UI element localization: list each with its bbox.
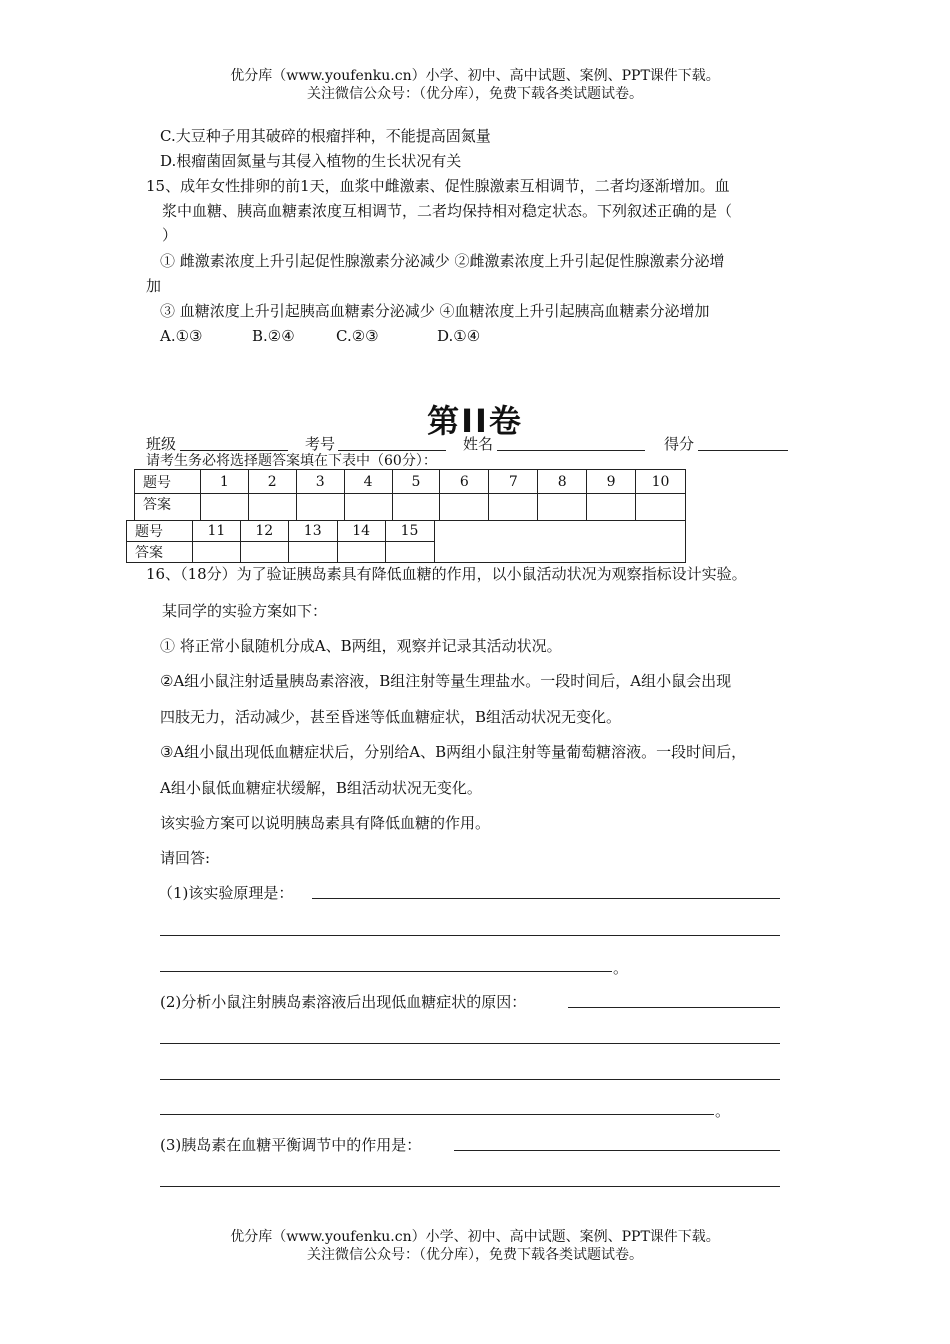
q15-choice-b: B.②④ (252, 327, 295, 345)
q16-step-1: ① 将正常小鼠随机分成A、B两组，观察并记录其活动状况。 (160, 637, 562, 655)
info-score-label: 得分 (664, 435, 695, 453)
table2-answer-cell[interactable] (337, 542, 385, 563)
table1-number: 10 (636, 470, 686, 494)
info-name-blank[interactable] (497, 450, 645, 451)
q16-sub2-answer-line[interactable] (568, 1007, 780, 1008)
q16-sub2-label: (2)分析小鼠注射胰岛素溶液后出现低血糖症状的原因： (160, 993, 527, 1011)
table1-number: 8 (538, 470, 587, 494)
table1-answer-cell[interactable] (538, 494, 587, 521)
table2-number: 11 (192, 521, 240, 542)
q15-choice-a: A.①③ (160, 327, 203, 345)
answer-table-instruction: 请考生务必将选择题答案填在下表中（60分）： (146, 453, 437, 469)
q15-stem-line-2: 浆中血糖、胰高血糖素浓度互相调节，二者均保持相对稳定状态。下列叙述正确的是（ (162, 202, 733, 220)
q15-statements-3-4: ③ 血糖浓度上升引起胰高血糖素分泌减少 ④血糖浓度上升引起胰高血糖素分泌增加 (160, 302, 710, 320)
table1-answer-cell[interactable] (636, 494, 686, 521)
footer-line-1: 优分库（www.youfenku.cn）小学、初中、高中试题、案例、PPT课件下载。 (230, 1229, 720, 1245)
table2-answer-cell[interactable] (192, 542, 240, 563)
table1-number-row-label: 题号 (135, 470, 201, 494)
info-exam-number-blank[interactable] (338, 450, 446, 451)
table1-answer-cell[interactable] (587, 494, 636, 521)
table2-answer-row-label: 答案 (127, 542, 193, 563)
q16-sub1-label: （1)该实验原理是： (158, 884, 294, 902)
answer-table-1 (134, 469, 686, 521)
q16-sub3-label: (3)胰岛素在血糖平衡调节中的作用是： (160, 1136, 422, 1154)
table1-number: 7 (489, 470, 538, 494)
table1-number: 1 (200, 470, 248, 494)
table1-answer-row-label: 答案 (135, 494, 201, 521)
table2-answer-cell[interactable] (240, 542, 288, 563)
q16-prompt: 请回答: (160, 849, 211, 867)
section-title: 第II卷 (427, 402, 523, 440)
info-score-blank[interactable] (698, 450, 788, 451)
q16-step-3-line-2: A组小鼠低血糖症状缓解，B组活动状况无变化。 (160, 779, 482, 797)
table2-number: 12 (240, 521, 288, 542)
table1-answer-cell[interactable] (392, 494, 440, 521)
table2-number-row-label: 题号 (127, 521, 193, 542)
q15-statements-1-2: ① 雌激素浓度上升引起促性腺激素分泌减少 ②雌激素浓度上升引起促性腺激素分泌增 (160, 252, 725, 270)
q16-intro: 16、（18分）为了验证胰岛素具有降低血糖的作用，以小鼠活动状况为观察指标设计实验。 (146, 565, 747, 583)
q16-sub1-answer-line[interactable] (160, 971, 612, 972)
q16-sub1-period: 。 (613, 959, 629, 977)
table1-answer-cell[interactable] (296, 494, 344, 521)
q16-sub1-answer-line[interactable] (312, 898, 780, 899)
q16-step-2-line-1: ②A组小鼠注射适量胰岛素溶液，B组注射等量生理盐水。一段时间后，A组小鼠会出现 (160, 672, 732, 690)
table1-answer-cell[interactable] (440, 494, 489, 521)
header-line-2: 关注微信公众号：（优分库），免费下载各类试题试卷。 (307, 86, 643, 102)
q16-step-2-line-2: 四肢无力，活动减少，甚至昏迷等低血糖症状，B组活动状况无变化。 (160, 708, 622, 726)
table2-answer-cell[interactable] (288, 542, 337, 563)
q15-choice-d: D.①④ (437, 327, 481, 345)
info-class-blank[interactable] (180, 450, 288, 451)
table1-number: 4 (344, 470, 392, 494)
q14-option-d: D.根瘤菌固氮量与其侵入植物的生长状况有关 (160, 152, 462, 170)
table1-answer-cell[interactable] (489, 494, 538, 521)
table1-number: 6 (440, 470, 489, 494)
table1-number: 9 (587, 470, 636, 494)
q16-plan: 某同学的实验方案如下： (162, 602, 328, 620)
header-line-1: 优分库（www.youfenku.cn）小学、初中、高中试题、案例、PPT课件下载。 (230, 68, 720, 84)
q16-sub2-answer-line[interactable] (160, 1079, 780, 1080)
table1-number: 3 (296, 470, 344, 494)
table1-number: 2 (248, 470, 296, 494)
q16-sub3-answer-line[interactable] (454, 1150, 780, 1151)
info-exam-number-label: 考号 (305, 435, 336, 453)
info-name-label: 姓名 (463, 435, 494, 453)
q16-conclusion: 该实验方案可以说明胰岛素具有降低血糖的作用。 (160, 814, 491, 832)
q15-statements-1-2-cont: 加 (146, 277, 162, 295)
table1-answer-cell[interactable] (200, 494, 248, 521)
table1-number: 5 (392, 470, 440, 494)
answer-table-2 (126, 520, 686, 563)
q16-sub2-period: 。 (715, 1102, 731, 1120)
table2-number: 14 (337, 521, 385, 542)
footer-line-2: 关注微信公众号：（优分库），免费下载各类试题试卷。 (307, 1247, 643, 1263)
table1-answer-cell[interactable] (344, 494, 392, 521)
q15-stem-line-3: ） (162, 226, 178, 244)
q16-sub2-answer-line[interactable] (160, 1114, 714, 1115)
table2-number: 13 (288, 521, 337, 542)
table2-empty-area (434, 521, 686, 563)
q16-sub1-answer-line[interactable] (160, 935, 780, 936)
info-class-label: 班级 (146, 435, 177, 453)
q16-step-3-line-1: ③A组小鼠出现低血糖症状后，分别给A、B两组小鼠注射等量葡萄糖溶液。一段时间后， (160, 743, 747, 761)
q15-choice-c: C.②③ (336, 327, 379, 345)
table2-number: 15 (385, 521, 434, 542)
q15-stem-line-1: 15、成年女性排卵的前1天，血浆中雌激素、促性腺激素互相调节，二者均逐渐增加。血 (146, 177, 730, 195)
q16-sub3-answer-line[interactable] (160, 1186, 780, 1187)
table1-answer-cell[interactable] (248, 494, 296, 521)
q14-option-c: C.大豆种子用其破碎的根瘤拌种，不能提高固氮量 (160, 127, 491, 145)
table2-answer-cell[interactable] (385, 542, 434, 563)
q16-sub2-answer-line[interactable] (160, 1043, 780, 1044)
